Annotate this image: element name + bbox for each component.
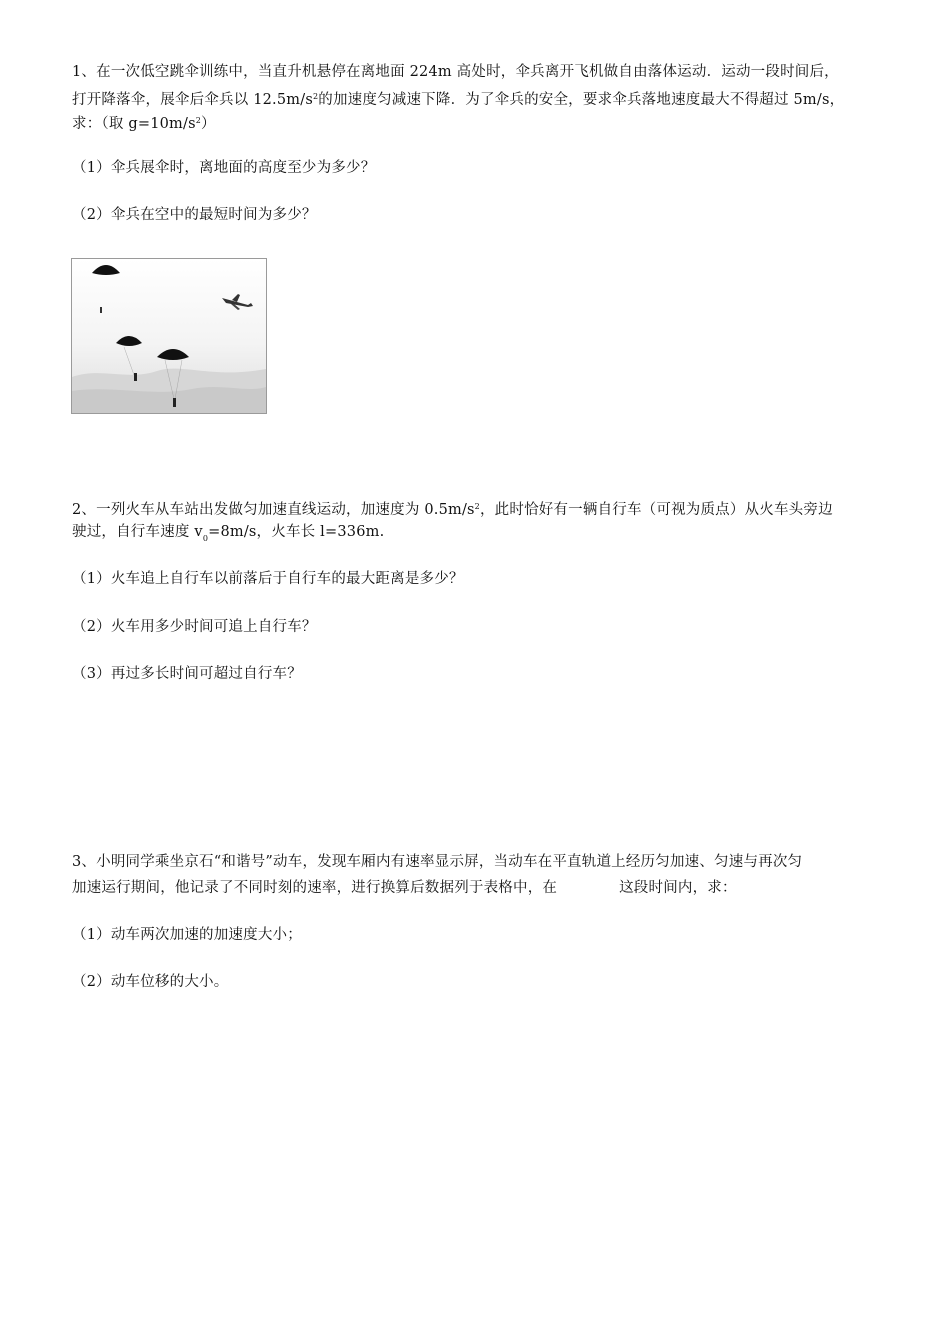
q2-line2	[72, 522, 384, 549]
q1-line3-sup: 2	[195, 116, 202, 125]
q2-line1-b: ，此时恰好有一辆自行车（可视为质点）从火车头旁边	[479, 502, 833, 518]
parachute-photo-illustration	[72, 259, 266, 413]
q3-line2-b: 这段时间内，求：	[619, 880, 737, 896]
q3-line2-a: 加速运行期间，他记录了不同时刻的速率，进行换算后数据列于表格中，在	[72, 880, 558, 896]
q1-line1	[72, 62, 839, 82]
q1-line2-sup: 2	[312, 92, 319, 101]
q3-sub2: （2）动车位移的大小。	[72, 974, 229, 990]
q1-sub1: （1）伞兵展伞时，离地面的高度至少为多少？	[72, 160, 376, 176]
q2-line1-sup: 2	[474, 502, 480, 511]
q1-line1-text: 1、在一次低空跳伞训练中，当直升机悬停在离地面 224m 高处时，伞兵离开飞机做自由落体运动．运动一段时间后，	[72, 64, 839, 80]
q2-line2-sub: 0	[202, 534, 209, 543]
q1-line3	[72, 111, 216, 134]
q1-sub2: （2）伞兵在空中的最短时间为多少？	[72, 207, 317, 223]
q2-line2-a: 驶过，自行车速度 v	[72, 524, 203, 540]
q3-line1: 3、小明同学乘坐京石“和谐号”动车，发现车厢内有速率显示屏，当动车在平直轨道上经历匀加速、匀速与再次匀	[72, 854, 803, 870]
q2-line2-b: =8m/s，火车长 l=336m.	[208, 524, 385, 540]
q3-sub1: （1）动车两次加速的加速度大小；	[72, 927, 302, 943]
q2-line1-a: 2、一列火车从车站出发做匀加速直线运动，加速度为 0.5m/s	[72, 502, 475, 518]
q1-line2	[72, 87, 844, 110]
q1-line3-b: ）	[201, 116, 216, 132]
q1-line3-a: 求：（取 g=10m/s	[72, 116, 196, 132]
q2-sub1: （1）火车追上自行车以前落后于自行车的最大距离是多少？	[72, 571, 464, 587]
q1-line2-b: 的加速度匀减速下降．为了伞兵的安全，要求伞兵落地速度最大不得超过 5m/s，	[318, 92, 845, 108]
parachute-photo	[71, 258, 267, 414]
q3-line2	[72, 878, 737, 898]
q2-sub3: （3）再过多长时间可超过自行车？	[72, 666, 302, 682]
q2-line1	[72, 497, 833, 520]
q2-sub2: （2）火车用多少时间可追上自行车？	[72, 619, 317, 635]
q1-line2-a: 打开降落伞，展伞后伞兵以 12.5m/s	[72, 92, 313, 108]
